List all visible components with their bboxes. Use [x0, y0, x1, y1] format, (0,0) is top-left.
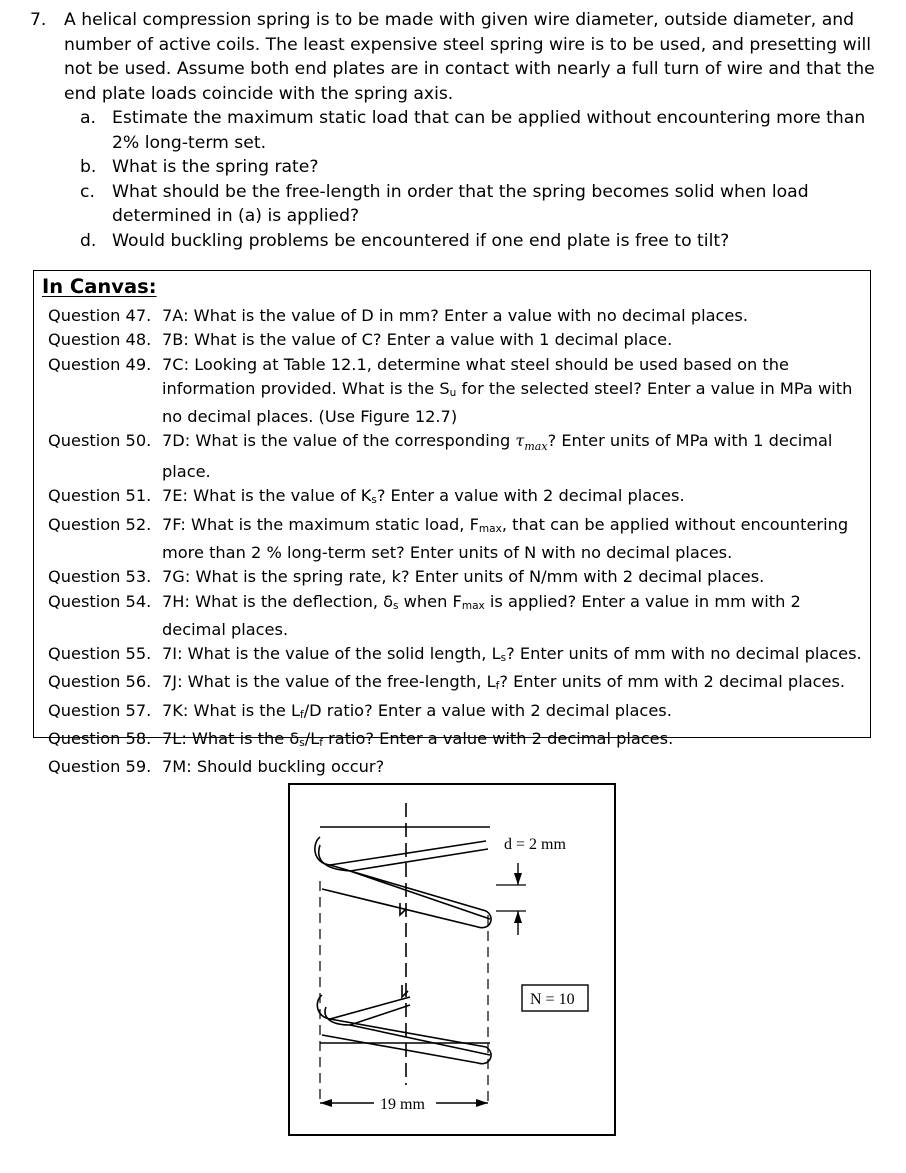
- part-text: What is the spring rate?: [112, 157, 319, 177]
- question-57: [48, 699, 866, 727]
- problem-number: 7.: [30, 10, 47, 30]
- question-text: 7J: What is the value of the free-length, $L_f$? Enter units of mm with 2 decimal places.: [162, 672, 846, 693]
- spring-diagram: [290, 785, 614, 1134]
- question-label: Question 55.: [48, 644, 152, 664]
- coil-break: [402, 985, 408, 997]
- problem-parts: [30, 106, 890, 253]
- question-label: Question 54.: [48, 591, 152, 611]
- coil-front: [350, 871, 490, 919]
- part-label: d.: [80, 230, 97, 251]
- question-55: [48, 642, 866, 670]
- question-54: [48, 590, 866, 643]
- problem-stem: A helical compression spring is to be made with given wire diameter, outside diameter, and number of active coils. The least expensive steel spring wire is to be used, and presetting will not be used. Assume both end plates are in contact with nearly a full turn of wire and that the end plate loads coincide with the spring axis.: [64, 10, 875, 104]
- question-48: [48, 328, 866, 352]
- question-label: Question 57.: [48, 700, 152, 720]
- question-58: [48, 727, 866, 755]
- question-text: 7H: What is the deflection, $\delta_s$ when $F_{max}$ is applied? Enter a value in mm with 2 decimal places.: [162, 591, 801, 639]
- question-label: Question 51.: [48, 486, 152, 506]
- od-arrow-right: [476, 1099, 488, 1107]
- spring-coils: [315, 803, 491, 1085]
- coil-front: [350, 1025, 490, 1055]
- question-text: 7M: Should buckling occur?: [162, 757, 385, 777]
- question-59: [48, 755, 866, 779]
- question-text: 7L: What is the $\delta_s/L_f$ ratio? Enter a value with 2 decimal places.: [162, 728, 674, 749]
- question-text: 7F: What is the maximum static load, $F_{max}$, that can be applied without encountering more than 2 % long-term set? Enter units of N with no decimal places.: [162, 514, 849, 562]
- tau-max-symbol: $\tau_{max}$: [515, 431, 548, 454]
- question-text: 7C: Looking at Table 12.1, determine what steel should be used based on the information provided. What is the $S_u$ for the selected steel? Enter a value in MPa with no decimal places. (Use Figure 12.7): [162, 354, 853, 427]
- od-arrow-left: [320, 1099, 332, 1107]
- part-item: [30, 229, 890, 254]
- part-item: [30, 106, 890, 155]
- active-coils-label: N = 10: [530, 991, 575, 1008]
- wire-arrow-top: [514, 873, 522, 885]
- coil-back: [319, 845, 488, 871]
- canvas-questions-box: [33, 270, 871, 777]
- question-label: Question 48.: [48, 330, 152, 350]
- question-text: 7B: What is the value of C? Enter a value with 1 decimal place.: [162, 330, 673, 350]
- question-label: Question 58.: [48, 728, 152, 748]
- question-50: [48, 429, 866, 484]
- part-text: What should be the free-length in order that the spring becomes solid when load determined in (a) is applied?: [112, 181, 809, 226]
- outside-diameter-label: 19 mm: [380, 1096, 425, 1113]
- part-text: Estimate the maximum static load that can be applied without encountering more than 2% long-term set.: [112, 108, 866, 153]
- question-label: Question 52.: [48, 514, 152, 534]
- question-label: Question 47.: [48, 306, 152, 325]
- question-label: Question 53.: [48, 567, 152, 587]
- problem-statement: [30, 8, 890, 253]
- question-text: 7A: What is the value of D in mm? Enter a value with no decimal places.: [162, 306, 748, 325]
- question-label: Question 50.: [48, 431, 152, 451]
- part-label: a.: [80, 108, 96, 128]
- part-text: Would buckling problems be encountered if one end plate is free to tilt?: [112, 230, 730, 251]
- question-52: [48, 513, 866, 566]
- question-49: [48, 353, 866, 430]
- question-56: [48, 670, 866, 698]
- part-item: [30, 180, 890, 229]
- question-47: [48, 304, 866, 328]
- coil-back: [315, 837, 486, 865]
- question-51: [48, 484, 866, 512]
- question-label: Question 56.: [48, 672, 152, 692]
- canvas-heading: In Canvas:: [42, 275, 157, 298]
- question-label: Question 49.: [48, 354, 152, 374]
- question-53: [48, 565, 866, 589]
- part-label: c.: [80, 181, 95, 202]
- wire-arrow-bottom: [514, 911, 522, 923]
- question-text: 7E: What is the value of $K_s$? Enter a value with 2 decimal places.: [162, 486, 685, 507]
- spring-figure: [288, 783, 616, 1136]
- coil-back: [317, 995, 410, 1019]
- question-text: 7G: What is the spring rate, k? Enter units of N/mm with 2 decimal places.: [162, 567, 765, 587]
- wire-diameter-label: d = 2 mm: [504, 836, 566, 853]
- question-list: [48, 304, 866, 780]
- part-label: b.: [80, 157, 97, 177]
- question-text: 7K: What is the $L_f/D$ ratio? Enter a value with 2 decimal places.: [162, 700, 672, 721]
- question-text: 7D: What is the value of the corresponding $\tau_{max}$? Enter units of MPa with 1 decimal place.: [162, 431, 833, 482]
- question-text: 7I: What is the value of the solid length, $L_s$? Enter units of mm with no decimal places.: [162, 644, 862, 665]
- question-label: Question 59.: [48, 757, 152, 777]
- part-item: [30, 155, 890, 180]
